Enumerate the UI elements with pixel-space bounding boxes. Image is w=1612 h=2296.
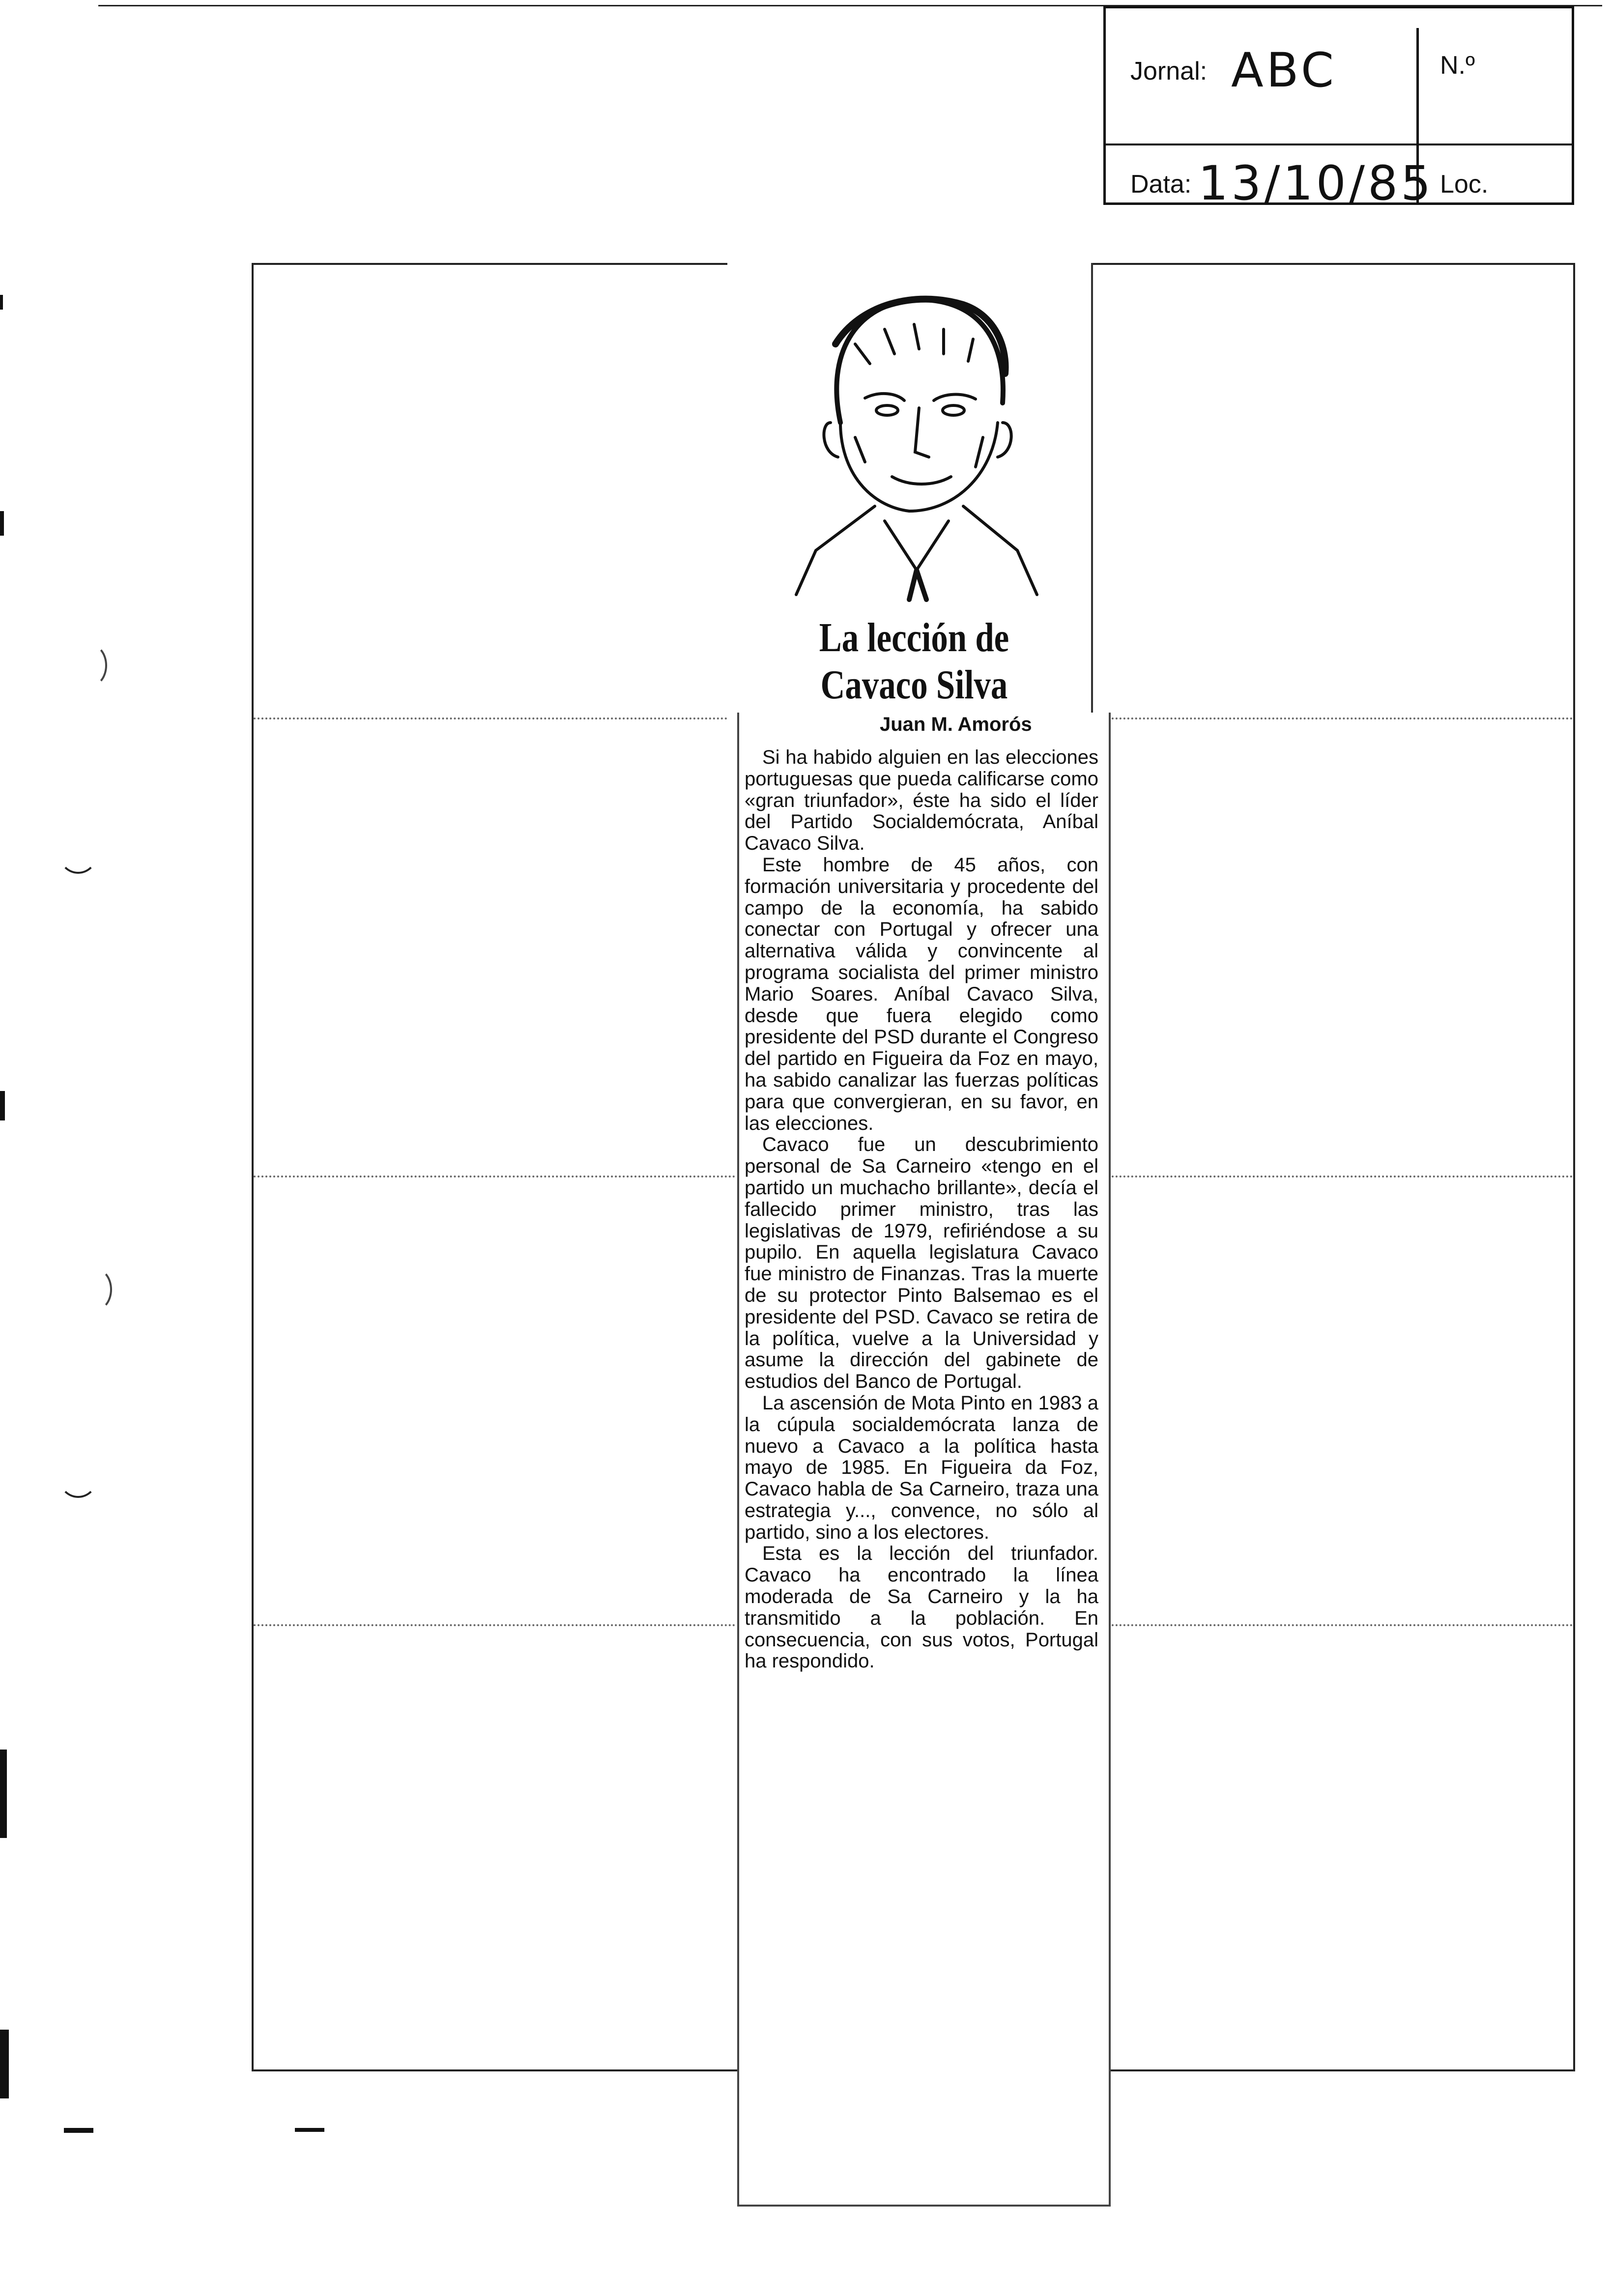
scan-speck xyxy=(0,1750,7,1838)
punch-hole-mark xyxy=(59,835,97,874)
portrait-sketch xyxy=(786,275,1047,609)
article-paragraph: Este hombre de 45 años, con formación universitaria y procedente del campo de la economía, ha sabido conectar con Portugal y ofrecer una alternativa válida y convincente al programa socialista del primer ministro Mario Soares. Aníbal Cavaco Silva, desde que fuera elegido como presidente del PSD durante el Congreso del partido en Figueira da Foz en mayo, ha sabido canalizar las fuerzas políticas para que convergieran, en su favor, en las elecciones. xyxy=(745,854,1098,1134)
scan-speck xyxy=(0,295,3,310)
fold-line xyxy=(254,1176,735,1177)
stamp-jornal-value: ABC xyxy=(1231,43,1337,98)
scan-speck xyxy=(0,511,4,536)
fold-line xyxy=(1096,1624,1573,1626)
article-paragraph: Si ha habido alguien en las elecciones portuguesas que pueda calificarse como «gran triunfador», éste ha sido el líder del Partido Socialdemócrata, Aníbal Cavaco Silva. xyxy=(745,746,1098,855)
stamp-data-label: Data: xyxy=(1130,170,1192,199)
stamp-data-value: 13/10/85 xyxy=(1198,156,1434,211)
article-body xyxy=(745,747,1098,1672)
fold-line xyxy=(254,718,735,719)
stamp-loc-label: Loc. xyxy=(1440,170,1489,199)
article-byline: Juan M. Amorós xyxy=(880,714,1032,735)
article-paragraph: Esta es la lección del triunfador. Cavaco ha encontrado la línea moderada de Sa Carneiro y la ha transmitido a la población. En consecuencia, con sus votos, Portugal ha respondido. xyxy=(745,1543,1098,1672)
scan-speck xyxy=(0,2030,9,2098)
article-paragraph: La ascensión de Mota Pinto en 1983 a la cúpula socialdemócrata lanza de nuevo a Cavaco a la política hasta mayo de 1985. En Figueira da Foz, Cavaco habla de Sa Carneiro, traza una estrategia y..., convence, no sólo al partido, sino a los electores. xyxy=(745,1392,1098,1543)
fold-line xyxy=(254,1624,735,1626)
fold-line xyxy=(1096,718,1573,719)
punch-hole-mark xyxy=(59,1460,97,1498)
archive-stamp xyxy=(1103,6,1574,211)
fold-line xyxy=(1096,1176,1573,1177)
stamp-divider-horizontal xyxy=(1106,144,1572,145)
scan-speck xyxy=(64,2128,93,2133)
punch-hole-mark xyxy=(79,1268,112,1311)
scan-speck xyxy=(0,1091,5,1120)
punch-hole-mark xyxy=(74,644,107,687)
stamp-numero-label: N.º xyxy=(1440,51,1475,80)
stamp-jornal-label: Jornal: xyxy=(1130,57,1208,86)
article-headline: La lección de Cavaco Silva xyxy=(819,615,1009,708)
scan-speck xyxy=(295,2128,324,2132)
article-paragraph: Cavaco fue un descubrimiento personal de Sa Carneiro «tengo en el partido un muchacho brillante», decía el fallecido primer ministro, tras las legislativas de 1979, refiriéndose a su pupilo. En aquella legislatura Cavaco fue ministro de Finanzas. Tras la muerte de su protector Pinto Balsemao es el presidente del PSD. Cavaco se retira de la política, vuelve a la Universidad y asume la dirección del gabinete de estudios del Banco de Portugal. xyxy=(745,1134,1098,1393)
